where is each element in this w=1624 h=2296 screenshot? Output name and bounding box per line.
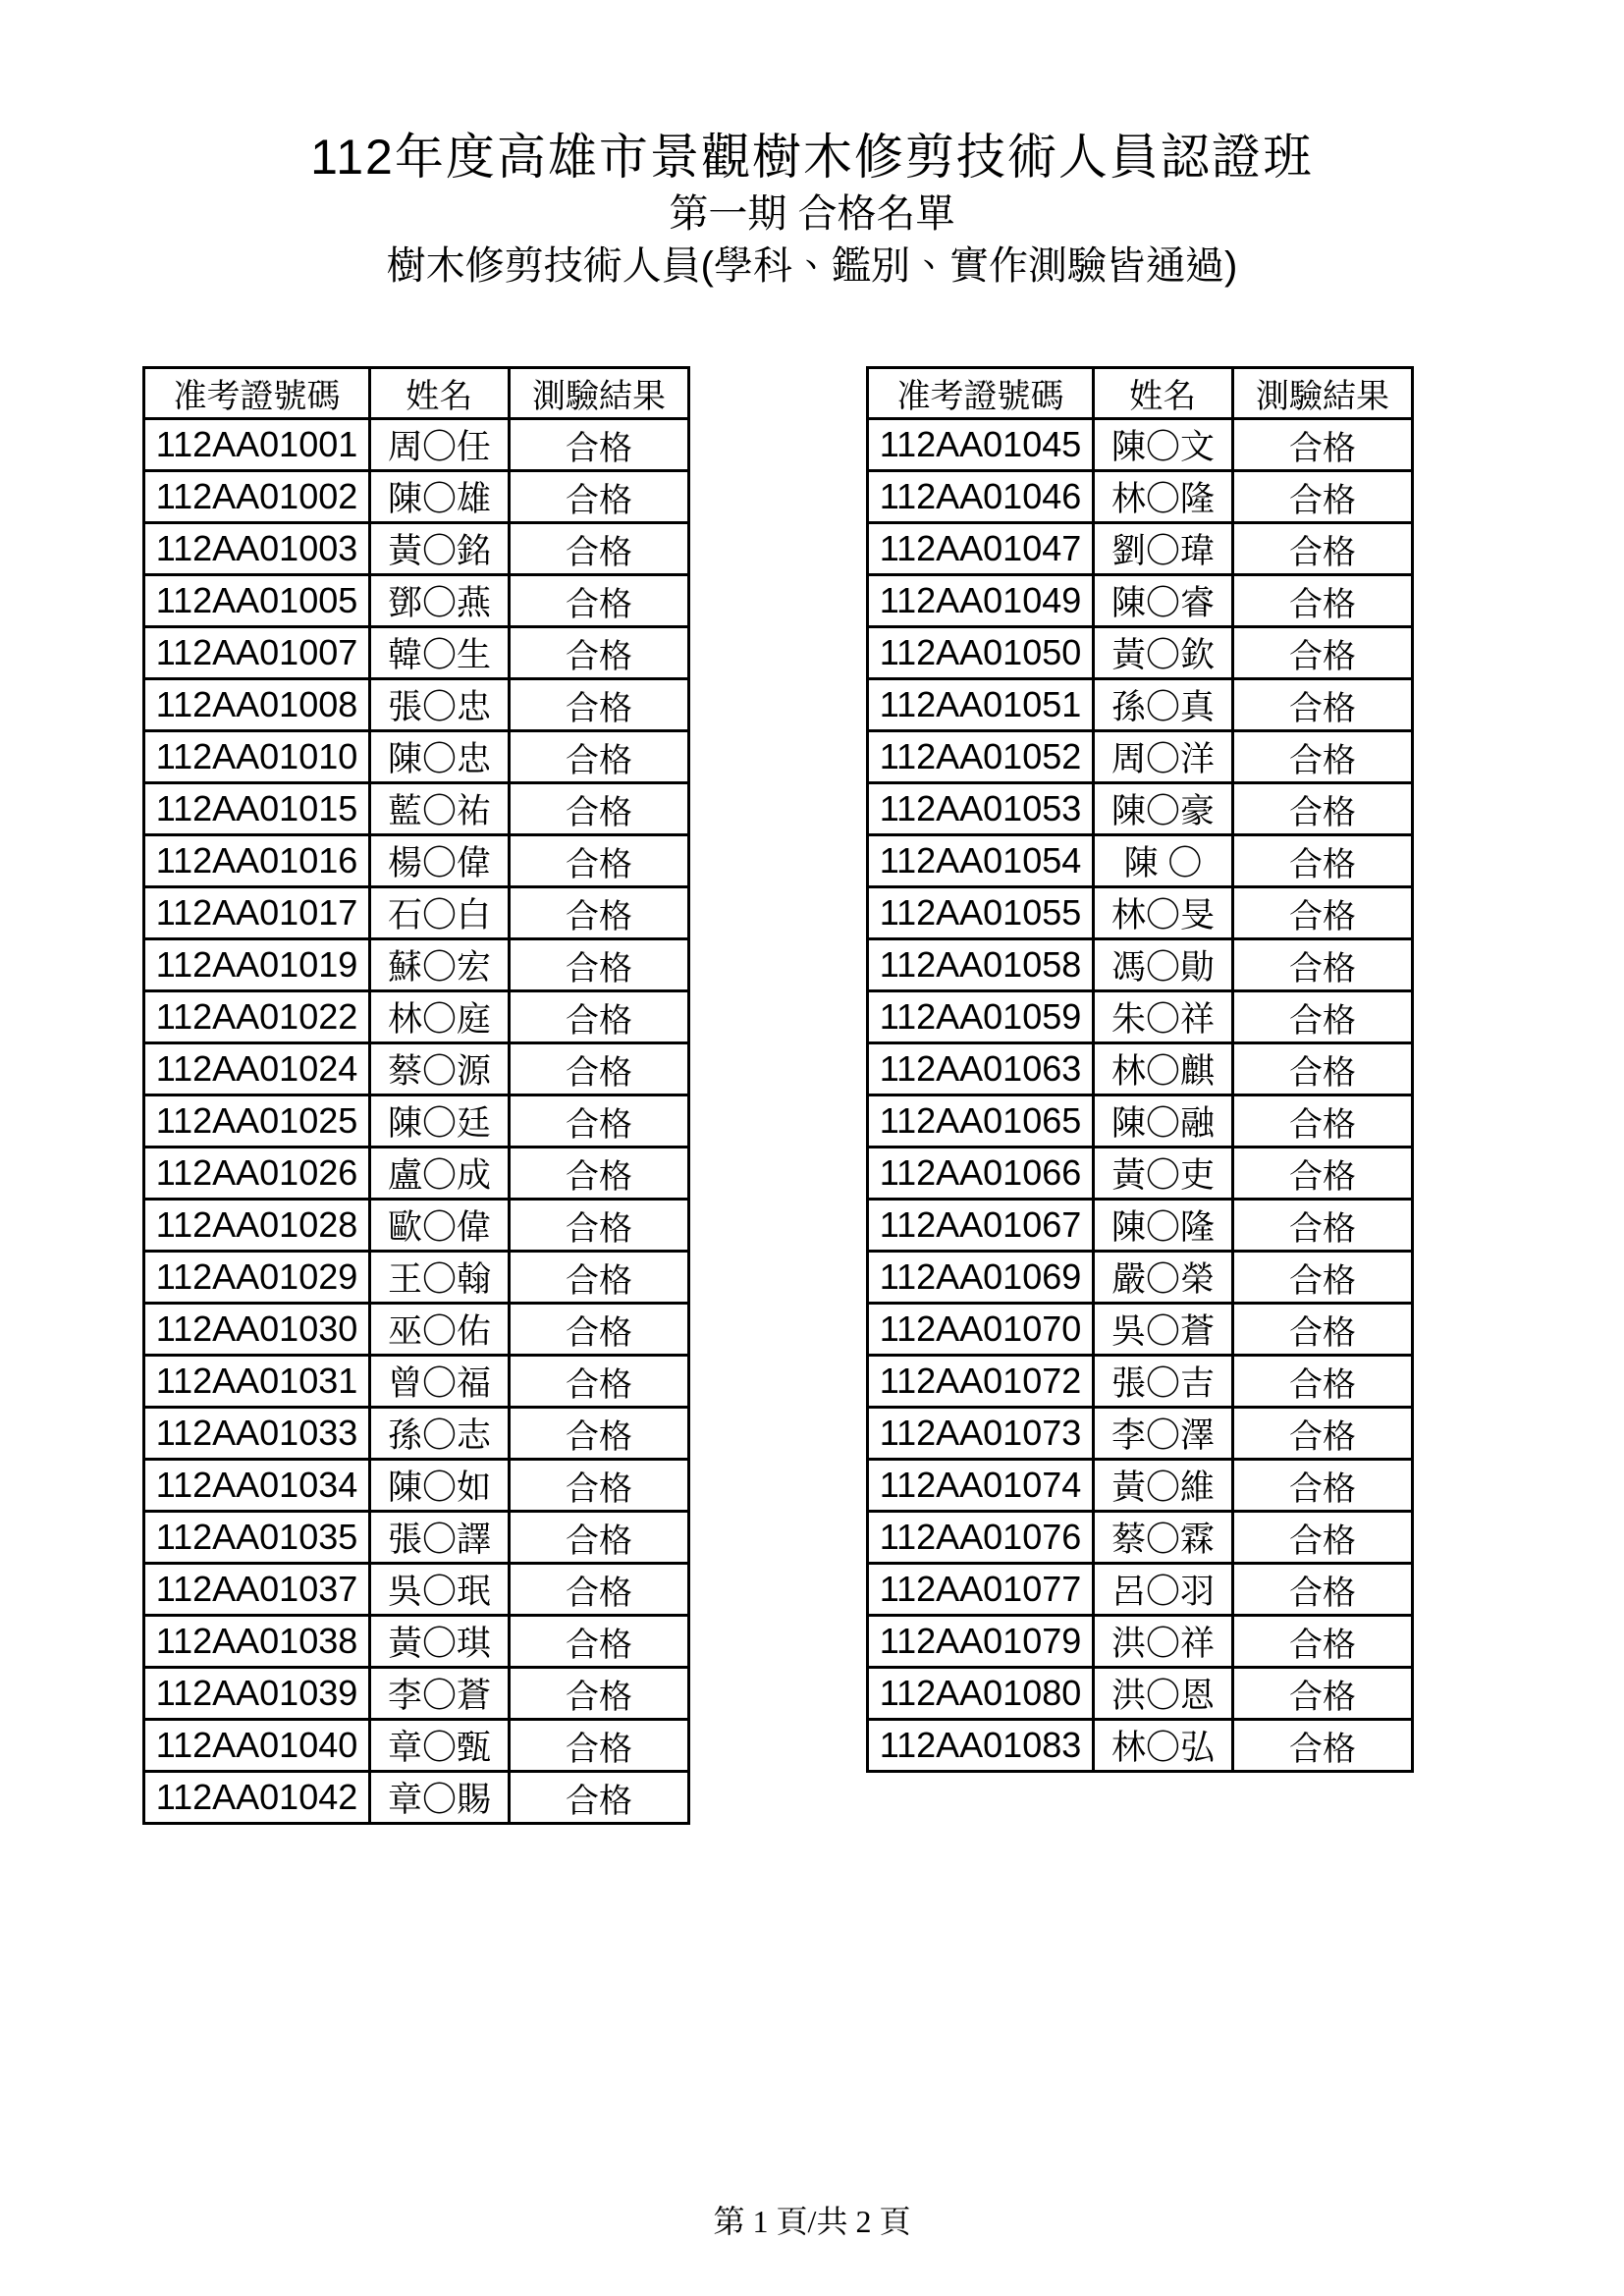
result-cell: 合格 bbox=[510, 1564, 689, 1616]
table-row bbox=[144, 1460, 689, 1512]
name-cell: 陳 〇 bbox=[1094, 835, 1233, 887]
result-cell: 合格 bbox=[1233, 1408, 1413, 1460]
table-row bbox=[144, 1564, 689, 1616]
table-row bbox=[868, 627, 1413, 679]
table-row bbox=[868, 1460, 1413, 1512]
table-row bbox=[868, 991, 1413, 1043]
name-cell: 李〇澤 bbox=[1094, 1408, 1233, 1460]
name-cell: 蘇〇宏 bbox=[370, 939, 510, 991]
name-cell: 黃〇琪 bbox=[370, 1616, 510, 1668]
exam-number-cell: 112AA01080 bbox=[868, 1668, 1094, 1720]
exam-number-cell: 112AA01034 bbox=[144, 1460, 370, 1512]
name-cell: 韓〇生 bbox=[370, 627, 510, 679]
name-cell: 嚴〇榮 bbox=[1094, 1252, 1233, 1304]
table-row bbox=[144, 1304, 689, 1356]
name-cell: 蔡〇源 bbox=[370, 1043, 510, 1095]
name-cell: 盧〇成 bbox=[370, 1148, 510, 1200]
doc-title: 112年度高雄市景觀樹木修剪技術人員認證班 bbox=[310, 130, 1314, 185]
name-cell: 陳〇雄 bbox=[370, 471, 510, 523]
table-row bbox=[868, 1200, 1413, 1252]
name-cell: 呂〇羽 bbox=[1094, 1564, 1233, 1616]
exam-number-cell: 112AA01059 bbox=[868, 991, 1094, 1043]
table-row bbox=[868, 471, 1413, 523]
result-cell: 合格 bbox=[1233, 1720, 1413, 1772]
table-row bbox=[868, 887, 1413, 939]
name-cell: 劉〇瑋 bbox=[1094, 523, 1233, 575]
result-cell: 合格 bbox=[510, 419, 689, 471]
result-cell: 合格 bbox=[510, 523, 689, 575]
name-cell: 楊〇偉 bbox=[370, 835, 510, 887]
exam-number-cell: 112AA01083 bbox=[868, 1720, 1094, 1772]
name-cell: 林〇弘 bbox=[1094, 1720, 1233, 1772]
page-footer: 第 1 頁/共 2 頁 bbox=[713, 2204, 911, 2239]
name-cell: 朱〇祥 bbox=[1094, 991, 1233, 1043]
name-cell: 張〇吉 bbox=[1094, 1356, 1233, 1408]
name-cell: 陳〇融 bbox=[1094, 1095, 1233, 1148]
table-row bbox=[144, 679, 689, 731]
result-cell: 合格 bbox=[510, 1356, 689, 1408]
result-cell: 合格 bbox=[1233, 1356, 1413, 1408]
exam-number-cell: 112AA01072 bbox=[868, 1356, 1094, 1408]
result-cell: 合格 bbox=[1233, 1200, 1413, 1252]
exam-number-cell: 112AA01008 bbox=[144, 679, 370, 731]
title-block bbox=[0, 126, 1624, 293]
exam-number-cell: 112AA01003 bbox=[144, 523, 370, 575]
table-body-right bbox=[868, 419, 1413, 1772]
name-cell: 陳〇忠 bbox=[370, 731, 510, 783]
table-row bbox=[868, 679, 1413, 731]
col-header-result: 測驗結果 bbox=[510, 368, 689, 419]
col-header-result: 測驗結果 bbox=[1233, 368, 1413, 419]
col-header-exam-number: 准考證號碼 bbox=[868, 368, 1094, 419]
result-cell: 合格 bbox=[1233, 1252, 1413, 1304]
table-row bbox=[868, 1252, 1413, 1304]
result-cell: 合格 bbox=[510, 887, 689, 939]
table-row bbox=[144, 991, 689, 1043]
table-row bbox=[144, 1408, 689, 1460]
result-cell: 合格 bbox=[1233, 731, 1413, 783]
name-cell: 周〇洋 bbox=[1094, 731, 1233, 783]
result-cell: 合格 bbox=[510, 679, 689, 731]
table-row bbox=[144, 1720, 689, 1772]
result-cell: 合格 bbox=[1233, 1668, 1413, 1720]
result-cell: 合格 bbox=[510, 991, 689, 1043]
name-cell: 黃〇吏 bbox=[1094, 1148, 1233, 1200]
table-row bbox=[868, 575, 1413, 627]
table-row bbox=[144, 731, 689, 783]
table-row bbox=[868, 1148, 1413, 1200]
exam-number-cell: 112AA01052 bbox=[868, 731, 1094, 783]
exam-number-cell: 112AA01070 bbox=[868, 1304, 1094, 1356]
table-body-left bbox=[144, 419, 689, 1824]
name-cell: 蔡〇霖 bbox=[1094, 1512, 1233, 1564]
name-cell: 張〇忠 bbox=[370, 679, 510, 731]
exam-number-cell: 112AA01067 bbox=[868, 1200, 1094, 1252]
name-cell: 石〇白 bbox=[370, 887, 510, 939]
result-cell: 合格 bbox=[1233, 471, 1413, 523]
name-cell: 陳〇睿 bbox=[1094, 575, 1233, 627]
result-cell: 合格 bbox=[1233, 939, 1413, 991]
result-cell: 合格 bbox=[1233, 887, 1413, 939]
exam-number-cell: 112AA01005 bbox=[144, 575, 370, 627]
result-cell: 合格 bbox=[510, 471, 689, 523]
result-cell: 合格 bbox=[510, 1772, 689, 1824]
result-cell: 合格 bbox=[1233, 1512, 1413, 1564]
exam-number-cell: 112AA01022 bbox=[144, 991, 370, 1043]
result-cell: 合格 bbox=[510, 1668, 689, 1720]
result-cell: 合格 bbox=[510, 939, 689, 991]
exam-number-cell: 112AA01077 bbox=[868, 1564, 1094, 1616]
name-cell: 藍〇祐 bbox=[370, 783, 510, 835]
name-cell: 黃〇銘 bbox=[370, 523, 510, 575]
result-cell: 合格 bbox=[510, 1148, 689, 1200]
exam-number-cell: 112AA01040 bbox=[144, 1720, 370, 1772]
result-cell: 合格 bbox=[510, 1460, 689, 1512]
name-cell: 吳〇珉 bbox=[370, 1564, 510, 1616]
exam-number-cell: 112AA01073 bbox=[868, 1408, 1094, 1460]
exam-number-cell: 112AA01033 bbox=[144, 1408, 370, 1460]
exam-number-cell: 112AA01016 bbox=[144, 835, 370, 887]
col-header-name: 姓名 bbox=[1094, 368, 1233, 419]
table-row bbox=[868, 1564, 1413, 1616]
result-cell: 合格 bbox=[1233, 679, 1413, 731]
name-cell: 鄧〇燕 bbox=[370, 575, 510, 627]
table-row bbox=[144, 1616, 689, 1668]
name-cell: 林〇隆 bbox=[1094, 471, 1233, 523]
exam-number-cell: 112AA01039 bbox=[144, 1668, 370, 1720]
result-cell: 合格 bbox=[510, 835, 689, 887]
doc-subtitle-period: 第一期 合格名單 bbox=[669, 192, 955, 236]
header-row bbox=[144, 368, 689, 419]
name-cell: 林〇麒 bbox=[1094, 1043, 1233, 1095]
table-row bbox=[868, 1095, 1413, 1148]
result-cell: 合格 bbox=[1233, 523, 1413, 575]
name-cell: 章〇賜 bbox=[370, 1772, 510, 1824]
result-cell: 合格 bbox=[510, 1200, 689, 1252]
exam-number-cell: 112AA01063 bbox=[868, 1043, 1094, 1095]
exam-number-cell: 112AA01055 bbox=[868, 887, 1094, 939]
result-cell: 合格 bbox=[1233, 419, 1413, 471]
name-cell: 章〇甄 bbox=[370, 1720, 510, 1772]
exam-number-cell: 112AA01010 bbox=[144, 731, 370, 783]
table-row bbox=[868, 1512, 1413, 1564]
name-cell: 陳〇豪 bbox=[1094, 783, 1233, 835]
result-cell: 合格 bbox=[510, 1616, 689, 1668]
table-row bbox=[144, 1200, 689, 1252]
exam-number-cell: 112AA01029 bbox=[144, 1252, 370, 1304]
name-cell: 孫〇真 bbox=[1094, 679, 1233, 731]
doc-subtitle-scope: 樹木修剪技術人員(學科、鑑別、實作測驗皆通過) bbox=[386, 244, 1238, 288]
table-row bbox=[144, 1148, 689, 1200]
exam-number-cell: 112AA01001 bbox=[144, 419, 370, 471]
name-cell: 陳〇廷 bbox=[370, 1095, 510, 1148]
header-row bbox=[868, 368, 1413, 419]
table-row bbox=[144, 1668, 689, 1720]
exam-number-cell: 112AA01054 bbox=[868, 835, 1094, 887]
exam-number-cell: 112AA01051 bbox=[868, 679, 1094, 731]
table-row bbox=[144, 939, 689, 991]
result-cell: 合格 bbox=[510, 575, 689, 627]
table-row bbox=[868, 1668, 1413, 1720]
exam-number-cell: 112AA01066 bbox=[868, 1148, 1094, 1200]
table-row bbox=[144, 835, 689, 887]
exam-number-cell: 112AA01015 bbox=[144, 783, 370, 835]
exam-number-cell: 112AA01007 bbox=[144, 627, 370, 679]
result-cell: 合格 bbox=[1233, 1460, 1413, 1512]
exam-number-cell: 112AA01035 bbox=[144, 1512, 370, 1564]
result-cell: 合格 bbox=[510, 1408, 689, 1460]
col-header-name: 姓名 bbox=[370, 368, 510, 419]
table-row bbox=[144, 1252, 689, 1304]
table-row bbox=[868, 1304, 1413, 1356]
result-cell: 合格 bbox=[1233, 1564, 1413, 1616]
result-cell: 合格 bbox=[510, 1043, 689, 1095]
table-row bbox=[144, 575, 689, 627]
pass-list-table-right bbox=[866, 366, 1414, 1773]
table-row bbox=[868, 939, 1413, 991]
name-cell: 洪〇祥 bbox=[1094, 1616, 1233, 1668]
exam-number-cell: 112AA01037 bbox=[144, 1564, 370, 1616]
result-cell: 合格 bbox=[510, 627, 689, 679]
table-row bbox=[144, 1356, 689, 1408]
table-row bbox=[144, 419, 689, 471]
table-row bbox=[144, 1095, 689, 1148]
result-cell: 合格 bbox=[510, 1095, 689, 1148]
result-cell: 合格 bbox=[1233, 627, 1413, 679]
name-cell: 洪〇恩 bbox=[1094, 1668, 1233, 1720]
name-cell: 周〇任 bbox=[370, 419, 510, 471]
table-row bbox=[868, 783, 1413, 835]
table-row bbox=[144, 1772, 689, 1824]
result-cell: 合格 bbox=[1233, 783, 1413, 835]
name-cell: 黃〇欽 bbox=[1094, 627, 1233, 679]
table-row bbox=[868, 835, 1413, 887]
exam-number-cell: 112AA01030 bbox=[144, 1304, 370, 1356]
table-row bbox=[144, 523, 689, 575]
pass-list-table-left bbox=[142, 366, 690, 1825]
exam-number-cell: 112AA01079 bbox=[868, 1616, 1094, 1668]
result-cell: 合格 bbox=[510, 1512, 689, 1564]
exam-number-cell: 112AA01065 bbox=[868, 1095, 1094, 1148]
name-cell: 林〇旻 bbox=[1094, 887, 1233, 939]
exam-number-cell: 112AA01019 bbox=[144, 939, 370, 991]
table-row bbox=[868, 1616, 1413, 1668]
name-cell: 歐〇偉 bbox=[370, 1200, 510, 1252]
exam-number-cell: 112AA01017 bbox=[144, 887, 370, 939]
exam-number-cell: 112AA01026 bbox=[144, 1148, 370, 1200]
table-row bbox=[868, 731, 1413, 783]
name-cell: 曾〇福 bbox=[370, 1356, 510, 1408]
exam-number-cell: 112AA01042 bbox=[144, 1772, 370, 1824]
table-row bbox=[144, 471, 689, 523]
name-cell: 張〇譯 bbox=[370, 1512, 510, 1564]
name-cell: 李〇蒼 bbox=[370, 1668, 510, 1720]
table-row bbox=[144, 887, 689, 939]
result-cell: 合格 bbox=[510, 1252, 689, 1304]
table-row bbox=[144, 1043, 689, 1095]
result-cell: 合格 bbox=[1233, 991, 1413, 1043]
exam-number-cell: 112AA01058 bbox=[868, 939, 1094, 991]
exam-number-cell: 112AA01069 bbox=[868, 1252, 1094, 1304]
exam-number-cell: 112AA01049 bbox=[868, 575, 1094, 627]
name-cell: 吳〇蒼 bbox=[1094, 1304, 1233, 1356]
exam-number-cell: 112AA01038 bbox=[144, 1616, 370, 1668]
name-cell: 陳〇如 bbox=[370, 1460, 510, 1512]
exam-number-cell: 112AA01025 bbox=[144, 1095, 370, 1148]
name-cell: 林〇庭 bbox=[370, 991, 510, 1043]
table-row bbox=[144, 783, 689, 835]
table-row bbox=[868, 419, 1413, 471]
exam-number-cell: 112AA01031 bbox=[144, 1356, 370, 1408]
exam-number-cell: 112AA01050 bbox=[868, 627, 1094, 679]
exam-number-cell: 112AA01045 bbox=[868, 419, 1094, 471]
exam-number-cell: 112AA01053 bbox=[868, 783, 1094, 835]
exam-number-cell: 112AA01028 bbox=[144, 1200, 370, 1252]
name-cell: 陳〇隆 bbox=[1094, 1200, 1233, 1252]
exam-number-cell: 112AA01002 bbox=[144, 471, 370, 523]
result-cell: 合格 bbox=[510, 1720, 689, 1772]
name-cell: 王〇翰 bbox=[370, 1252, 510, 1304]
name-cell: 巫〇佑 bbox=[370, 1304, 510, 1356]
result-cell: 合格 bbox=[510, 731, 689, 783]
table-row bbox=[144, 627, 689, 679]
result-cell: 合格 bbox=[1233, 1148, 1413, 1200]
result-cell: 合格 bbox=[1233, 1095, 1413, 1148]
table-row bbox=[144, 1512, 689, 1564]
exam-number-cell: 112AA01047 bbox=[868, 523, 1094, 575]
exam-number-cell: 112AA01074 bbox=[868, 1460, 1094, 1512]
result-cell: 合格 bbox=[1233, 1304, 1413, 1356]
result-cell: 合格 bbox=[1233, 1616, 1413, 1668]
name-cell: 黃〇維 bbox=[1094, 1460, 1233, 1512]
result-cell: 合格 bbox=[1233, 1043, 1413, 1095]
table-row bbox=[868, 523, 1413, 575]
table-row bbox=[868, 1043, 1413, 1095]
col-header-exam-number: 准考證號碼 bbox=[144, 368, 370, 419]
name-cell: 孫〇志 bbox=[370, 1408, 510, 1460]
result-cell: 合格 bbox=[1233, 835, 1413, 887]
table-row bbox=[868, 1408, 1413, 1460]
exam-number-cell: 112AA01076 bbox=[868, 1512, 1094, 1564]
exam-number-cell: 112AA01046 bbox=[868, 471, 1094, 523]
name-cell: 陳〇文 bbox=[1094, 419, 1233, 471]
result-cell: 合格 bbox=[510, 1304, 689, 1356]
table-row bbox=[868, 1356, 1413, 1408]
table-row bbox=[868, 1720, 1413, 1772]
result-cell: 合格 bbox=[1233, 575, 1413, 627]
name-cell: 馮〇勛 bbox=[1094, 939, 1233, 991]
result-cell: 合格 bbox=[510, 783, 689, 835]
exam-number-cell: 112AA01024 bbox=[144, 1043, 370, 1095]
